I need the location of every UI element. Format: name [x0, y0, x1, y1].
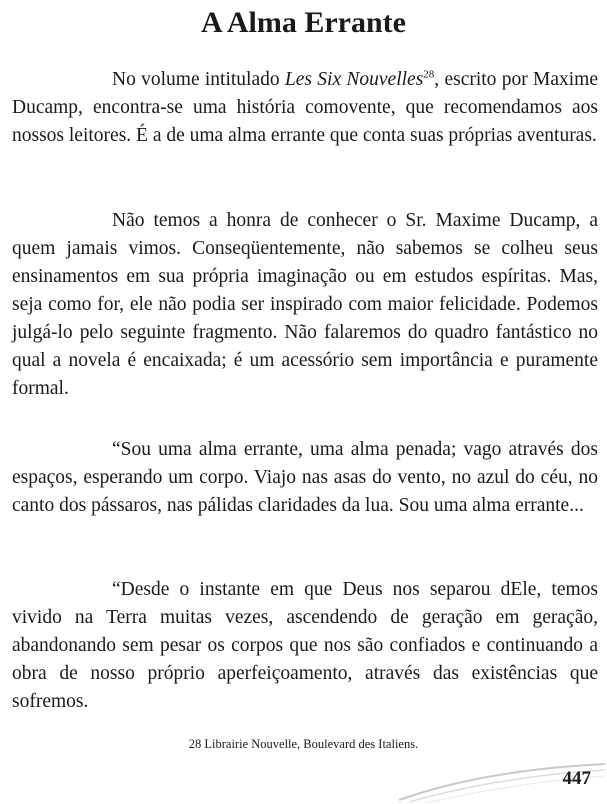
page-title: A Alma Errante — [201, 6, 406, 39]
book-title: Les Six Nouvelles — [284, 69, 424, 90]
footnote: 28 Librairie Nouvelle, Boulevard des Italiens. — [188, 737, 419, 751]
paragraph-1-text-end: , escrito por Maxime Ducamp, encontra-se uma história comovente, que recomendamos aos nossos leitores. É a de uma alma errante que conta suas próprias aventuras. — [12, 69, 598, 146]
page-number: 447 — [562, 768, 591, 789]
footnote-reference: 28 — [423, 68, 435, 81]
paragraph-1 — [12, 66, 598, 150]
paragraph-4: “Desde o instante em que Deus nos separou dEle, temos vivido na Terra muitas vezes, ascendendo de geração em geração, abandonando sem pesar os corpos que nos são confiados e continuando a obra de nosso próprio aperfeiçoamento, através das existências que sofremos. — [12, 579, 598, 712]
paragraph-2: Não temos a honra de conhecer o Sr. Maxime Ducamp, a quem jamais vimos. Conseqüentemente, não sabemos se colheu seus ensinamentos em sua própria imaginação ou em estudos espíritas. Mas, seja como for, ele não podia ser inspirado com maior felicidade. Podemos julgá-lo pelo seguinte fragmento. Não falaremos do quadro fantástico no qual a novela é encaixada; é um acessório sem importância e puramente formal. — [12, 210, 598, 399]
paragraph-1-text-start: No volume intitulado — [112, 69, 285, 90]
paragraph-3: “Sou uma alma errante, uma alma penada; vago através dos espaços, esperando um corpo. Viajo nas asas do vento, no azul do céu, no canto dos pássaros, nas pálidas claridades da lua. Sou uma alma errante... — [12, 439, 598, 516]
